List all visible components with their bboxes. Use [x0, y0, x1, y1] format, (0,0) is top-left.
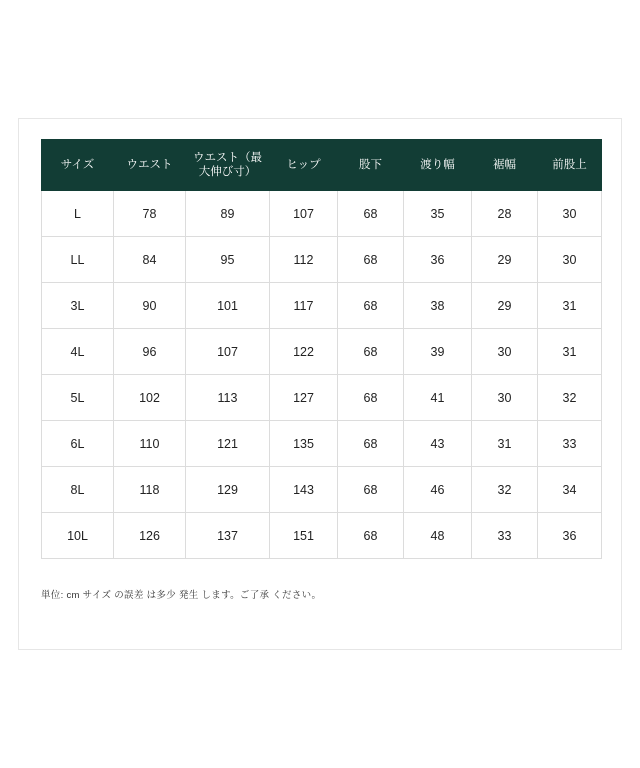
cell-front-rise: 31	[538, 283, 602, 329]
table-header	[42, 140, 602, 191]
column-header-waist-stretched: ウエスト（最大伸び寸）	[186, 140, 270, 191]
cell-waist: 90	[114, 283, 186, 329]
cell-size: 6L	[42, 421, 114, 467]
cell-front-rise: 33	[538, 421, 602, 467]
cell-hem-width: 32	[472, 467, 538, 513]
cell-hem-width: 30	[472, 375, 538, 421]
cell-waist-stretched: 129	[186, 467, 270, 513]
cell-thigh-width: 39	[404, 329, 472, 375]
cell-waist-stretched: 121	[186, 421, 270, 467]
cell-hip: 127	[270, 375, 338, 421]
cell-thigh-width: 38	[404, 283, 472, 329]
column-header-inseam: 股下	[338, 140, 404, 191]
column-header-hip: ヒップ	[270, 140, 338, 191]
cell-waist: 96	[114, 329, 186, 375]
cell-size: LL	[42, 237, 114, 283]
cell-front-rise: 36	[538, 513, 602, 559]
size-table-container	[41, 139, 601, 559]
table-row	[42, 467, 602, 513]
cell-waist-stretched: 95	[186, 237, 270, 283]
cell-waist-stretched: 137	[186, 513, 270, 559]
cell-waist: 118	[114, 467, 186, 513]
cell-thigh-width: 41	[404, 375, 472, 421]
cell-hem-width: 28	[472, 191, 538, 237]
cell-thigh-width: 46	[404, 467, 472, 513]
cell-thigh-width: 35	[404, 191, 472, 237]
cell-waist-stretched: 113	[186, 375, 270, 421]
cell-waist: 110	[114, 421, 186, 467]
cell-thigh-width: 43	[404, 421, 472, 467]
size-table	[41, 139, 602, 559]
column-header-hem-width: 裾幅	[472, 140, 538, 191]
cell-inseam: 68	[338, 421, 404, 467]
cell-waist-stretched: 89	[186, 191, 270, 237]
cell-front-rise: 30	[538, 237, 602, 283]
table-row	[42, 191, 602, 237]
column-header-size: サイズ	[42, 140, 114, 191]
cell-hem-width: 31	[472, 421, 538, 467]
table-row	[42, 283, 602, 329]
cell-hip: 151	[270, 513, 338, 559]
measurement-note: 単位: cm サイズ の誤差 は多少 発生 します。ご了承 ください。	[41, 590, 322, 601]
cell-waist-stretched: 107	[186, 329, 270, 375]
cell-front-rise: 31	[538, 329, 602, 375]
cell-hem-width: 30	[472, 329, 538, 375]
cell-inseam: 68	[338, 283, 404, 329]
table-row	[42, 375, 602, 421]
cell-inseam: 68	[338, 513, 404, 559]
table-header-row	[42, 140, 602, 191]
cell-hip: 107	[270, 191, 338, 237]
cell-waist: 78	[114, 191, 186, 237]
table-row	[42, 329, 602, 375]
column-header-front-rise: 前股上	[538, 140, 602, 191]
cell-thigh-width: 36	[404, 237, 472, 283]
cell-size: 4L	[42, 329, 114, 375]
table-row	[42, 513, 602, 559]
table-body	[42, 191, 602, 559]
cell-size: 8L	[42, 467, 114, 513]
cell-size: 3L	[42, 283, 114, 329]
table-row	[42, 237, 602, 283]
cell-front-rise: 34	[538, 467, 602, 513]
cell-hem-width: 29	[472, 237, 538, 283]
cell-hem-width: 33	[472, 513, 538, 559]
size-chart-card	[18, 118, 622, 650]
cell-inseam: 68	[338, 191, 404, 237]
cell-hip: 135	[270, 421, 338, 467]
cell-waist: 102	[114, 375, 186, 421]
cell-hip: 122	[270, 329, 338, 375]
cell-hip: 117	[270, 283, 338, 329]
cell-thigh-width: 48	[404, 513, 472, 559]
cell-size: 10L	[42, 513, 114, 559]
column-header-thigh-width: 渡り幅	[404, 140, 472, 191]
cell-inseam: 68	[338, 467, 404, 513]
column-header-waist: ウエスト	[114, 140, 186, 191]
cell-waist: 84	[114, 237, 186, 283]
cell-size: 5L	[42, 375, 114, 421]
cell-hem-width: 29	[472, 283, 538, 329]
cell-waist-stretched: 101	[186, 283, 270, 329]
table-row	[42, 421, 602, 467]
cell-size: L	[42, 191, 114, 237]
cell-front-rise: 32	[538, 375, 602, 421]
cell-inseam: 68	[338, 329, 404, 375]
cell-hip: 112	[270, 237, 338, 283]
cell-front-rise: 30	[538, 191, 602, 237]
cell-waist: 126	[114, 513, 186, 559]
cell-inseam: 68	[338, 237, 404, 283]
cell-inseam: 68	[338, 375, 404, 421]
cell-hip: 143	[270, 467, 338, 513]
